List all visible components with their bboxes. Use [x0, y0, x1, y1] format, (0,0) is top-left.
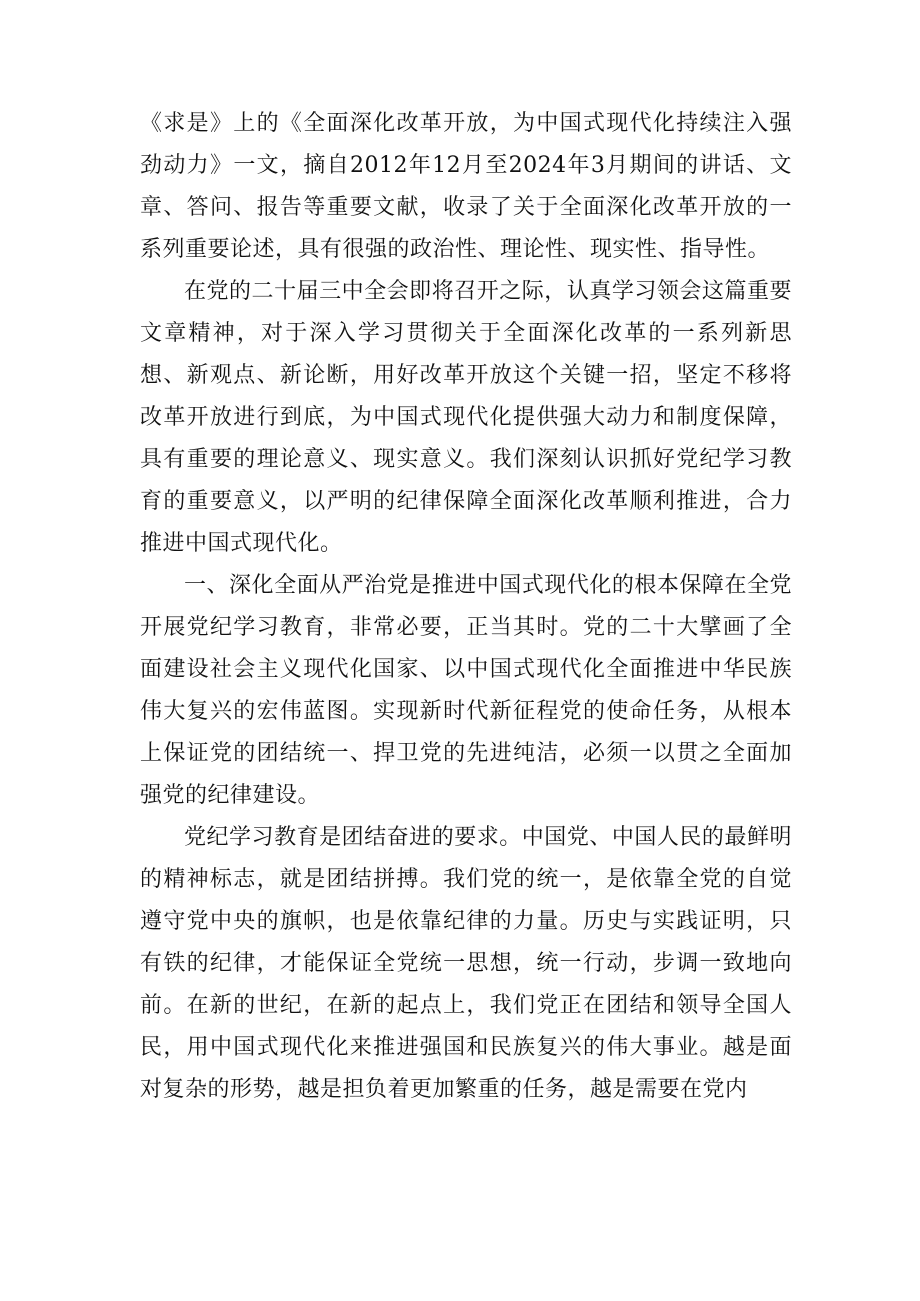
- paragraph-section-one: 一、深化全面从严治党是推进中国式现代化的根本保障在全党开展党纪学习教育，非常必要，正当其时。党的二十大擘画了全面建设社会主义现代化国家、以中国式现代化全面推进中华民族伟大复兴的宏伟蓝图。实现新时代新征程党的使命任务，从根本上保证党的团结统一、捍卫党的先进纯洁，必须一以贯之全面加强党的纪律建设。: [140, 573, 792, 808]
- paragraph: 党纪学习教育是团结奋进的要求。中国党、中国人民的最鲜明的精神标志，就是团结拼搏。我们党的统一，是依靠全党的自觉遵守党中央的旗帜，也是依靠纪律的力量。历史与实践证明，只有铁的纪律，才能保证全党统一思想，统一行动，步调一致地向前。在新的世纪，在新的起点上，我们党正在团结和领导全国人民，用中国式现代化来推进强国和民族复兴的伟大事业。越是面对复杂的形势，越是担负着更加繁重的任务，越是需要在党内: [140, 825, 792, 1102]
- document-body: [140, 103, 792, 1111]
- paragraph-continuation: 《求是》上的《全面深化改革开放，为中国式现代化持续注入强劲动力》一文，摘自2012年12月至2024年3月期间的讲话、文章、答问、报告等重要文献，收录了关于全面深化改革开放的一系列重要论述，具有很强的政治性、理论性、现实性、指导性。: [140, 111, 792, 262]
- paragraph: 在党的二十届三中全会即将召开之际，认真学习领会这篇重要文章精神，对于深入学习贯彻关于全面深化改革的一系列新思想、新观点、新论断，用好改革开放这个关键一招，坚定不移将改革开放进行到底，为中国式现代化提供强大动力和制度保障，具有重要的理论意义、现实意义。我们深刻认识抓好党纪学习教育的重要意义，以严明的纪律保障全面深化改革顺利推进，合力推进中国式现代化。: [140, 279, 792, 556]
